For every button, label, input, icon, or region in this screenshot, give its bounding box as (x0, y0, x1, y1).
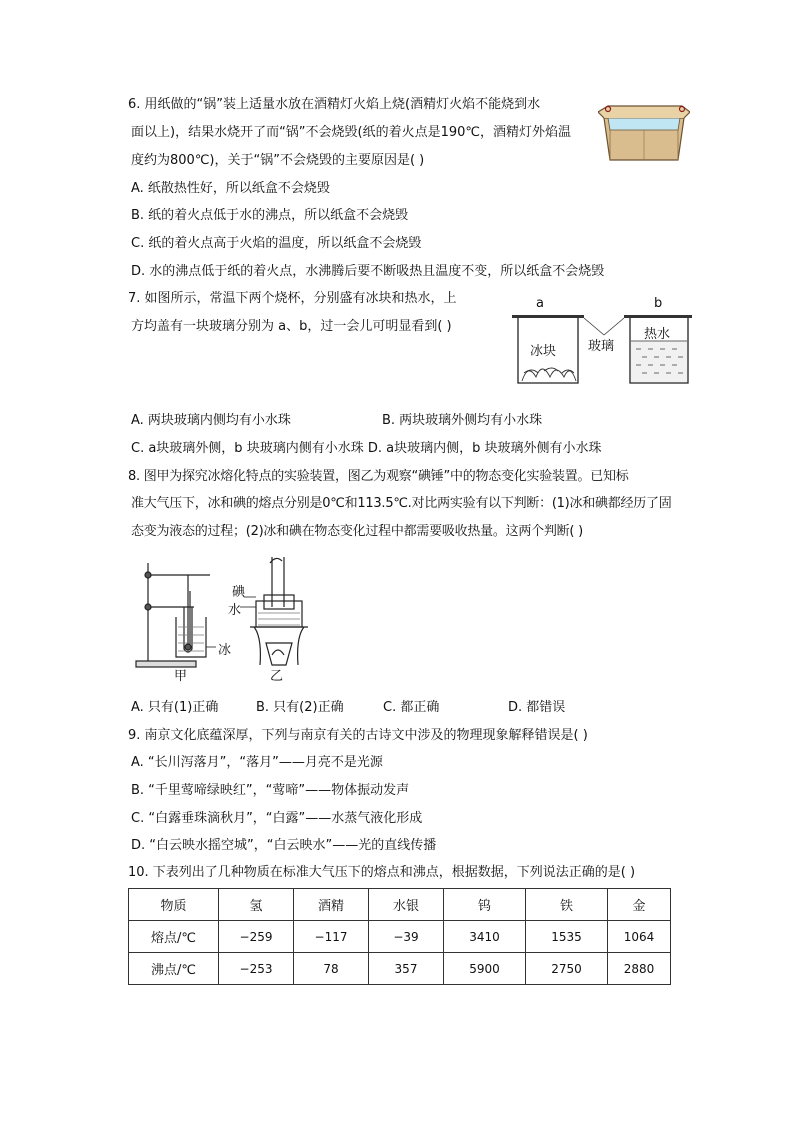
label-a: a (536, 296, 544, 311)
table-cell: 1535 (526, 921, 608, 953)
table-header-cell: 钨 (444, 889, 526, 921)
q10-stem: 10. 下表列出了几种物质在标准大气压下的熔点和沸点，根据数据，下列说法正确的是( ) (128, 865, 636, 880)
table-cell: 熔点/℃ (129, 921, 219, 953)
q6-option-d: D. 水的沸点低于纸的着火点，水沸腾后要不断吸热且温度不变，所以纸盒不会烧毁 (131, 264, 605, 279)
q8-option-d: D. 都错误 (508, 700, 566, 715)
table-header-cell: 水银 (369, 889, 444, 921)
label-iodine: 碘 (232, 585, 246, 600)
q9-option-c: C. “白露垂珠滴秋月”，“白露”——水蒸气液化形成 (131, 811, 423, 826)
paper-pot-figure (598, 100, 690, 166)
q7-stem-line1: 7. 如图所示，常温下两个烧杯，分别盛有冰块和热水，上 (128, 291, 457, 306)
label-yi: 乙 (270, 669, 284, 684)
table-header-cell: 铁 (526, 889, 608, 921)
table-cell: −39 (369, 921, 444, 953)
q7-option-b: B. 两块玻璃外侧均有小水珠 (382, 413, 543, 428)
q6-option-a: A. 纸散热性好，所以纸盒不会烧毁 (131, 181, 330, 196)
table-header-cell: 物质 (129, 889, 219, 921)
label-b: b (654, 296, 663, 311)
label-ice: 冰 (218, 643, 232, 658)
q8-stem-line1: 8. 图甲为探究冰熔化特点的实验装置，图乙为观察“碘锤”中的物态变化实验装置。已知标 (128, 469, 629, 484)
table-row (129, 953, 671, 985)
q6-option-c: C. 纸的着火点高于火焰的温度，所以纸盒不会烧毁 (131, 236, 422, 251)
table-cell: −253 (219, 953, 294, 985)
table-cell: 5900 (444, 953, 526, 985)
table-row (129, 921, 671, 953)
q8-option-b: B. 只有(2)正确 (256, 700, 344, 715)
table-cell: 2750 (526, 953, 608, 985)
label-hot-water: 热水 (644, 327, 671, 342)
q6-stem-line2: 面以上)，结果水烧开了而“锅”不会烧毁(纸的着火点是190℃，酒精灯外焰温 (131, 125, 572, 140)
table-cell: 357 (369, 953, 444, 985)
q6-stem-line1: 6. 用纸做的“锅”装上适量水放在酒精灯火焰上烧(酒精灯火焰不能烧到水 (128, 97, 541, 112)
table-cell: −117 (294, 921, 369, 953)
label-water: 水 (228, 603, 242, 618)
table-header-row (129, 889, 671, 921)
table-cell: 1064 (608, 921, 671, 953)
label-jia: 甲 (174, 669, 188, 684)
label-ice-block: 冰块 (530, 344, 557, 359)
q8-option-a: A. 只有(1)正确 (131, 700, 219, 715)
table-header-cell: 金 (608, 889, 671, 921)
table-header-cell: 氢 (219, 889, 294, 921)
table-cell: 78 (294, 953, 369, 985)
melting-apparatus-figure (130, 555, 330, 685)
table-header-cell: 酒精 (294, 889, 369, 921)
table-cell: 沸点/℃ (129, 953, 219, 985)
q7-stem-line2: 方均盖有一块玻璃分别为 a、b，过一会儿可明显看到( ) (131, 319, 452, 334)
q8-option-c: C. 都正确 (383, 700, 440, 715)
table-cell: 3410 (444, 921, 526, 953)
q9-stem: 9. 南京文化底蕴深厚，下列与南京有关的古诗文中涉及的物理现象解释错误是( ) (128, 728, 588, 743)
table-cell: 2880 (608, 953, 671, 985)
q8-stem-line2: 准大气压下，冰和碘的熔点分别是0℃和113.5℃.对比两实验有以下判断：(1)冰和碘都经历了固 (131, 496, 672, 511)
table-cell: −259 (219, 921, 294, 953)
q6-stem-line3: 度约为800℃)，关于“锅”不会烧毁的主要原因是( ) (131, 153, 425, 168)
q6-option-b: B. 纸的着火点低于水的沸点，所以纸盒不会烧毁 (131, 208, 409, 223)
melting-boiling-table (128, 888, 671, 985)
label-glass: 玻璃 (588, 339, 615, 354)
beakers-figure (508, 297, 693, 389)
q9-option-a: A. “长川泻落月”，“落月”——月亮不是光源 (131, 755, 383, 770)
q9-option-b: B. “千里莺啼绿映红”，“莺啼”——物体振动发声 (131, 783, 410, 798)
q8-stem-line3: 态变为液态的过程；(2)冰和碘在物态变化过程中都需要吸收热量。这两个判断( ) (131, 524, 583, 539)
q7-option-cd: C. a块玻璃外侧，b 块玻璃内侧有小水珠 D. a块玻璃内侧，b 块玻璃外侧有小水珠 (131, 441, 602, 456)
q9-option-d: D. “白云映水摇空城”，“白云映水”——光的直线传播 (131, 838, 437, 853)
q7-option-a: A. 两块玻璃内侧均有小水珠 (131, 413, 291, 428)
